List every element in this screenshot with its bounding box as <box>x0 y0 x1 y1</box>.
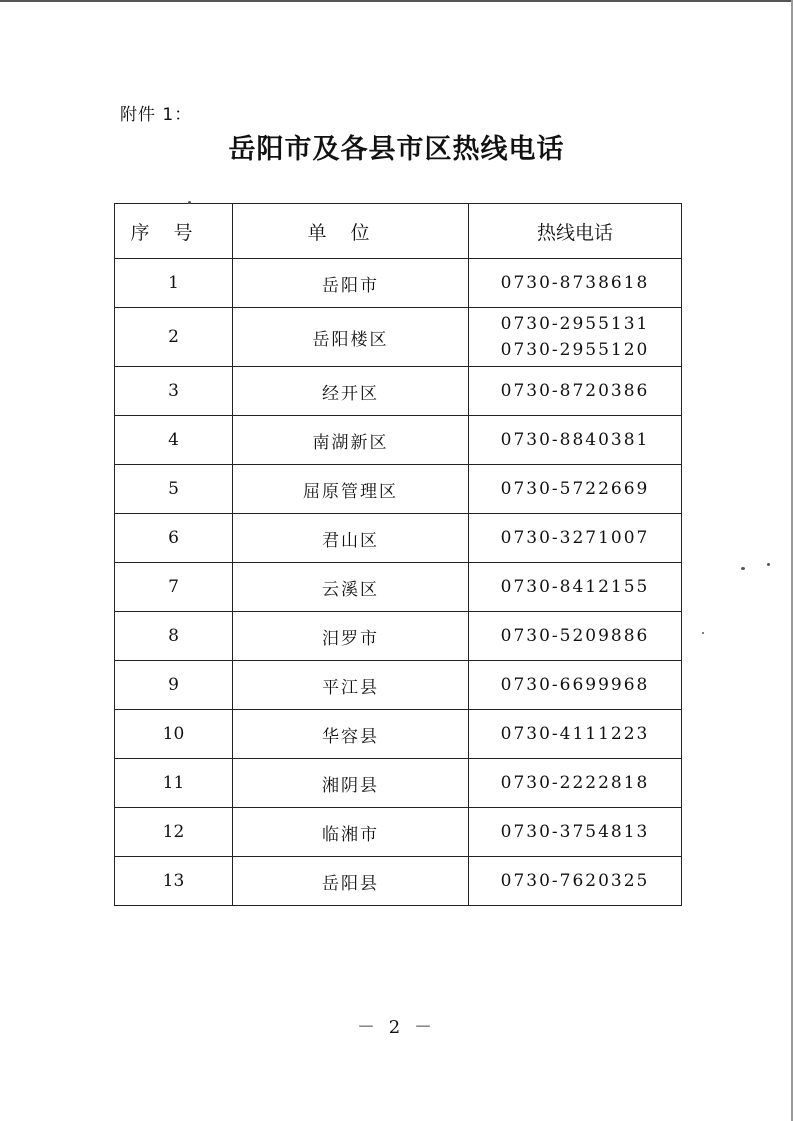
row-unit: 君山区 <box>233 514 469 563</box>
hotline-table <box>114 203 682 906</box>
row-unit: 湘阴县 <box>233 759 469 808</box>
table-row <box>115 308 682 367</box>
page-title: 岳阳市及各县市区热线电话 <box>228 134 565 165</box>
row-unit: 华容县 <box>233 710 469 759</box>
row-phone-cell <box>469 465 682 514</box>
row-seq: 2 <box>115 308 233 367</box>
table-row <box>115 514 682 563</box>
row-unit: 平江县 <box>233 661 469 710</box>
row-phone-cell <box>469 308 682 367</box>
scan-speck <box>767 563 770 566</box>
row-seq: 7 <box>115 563 233 612</box>
row-seq: 12 <box>115 808 233 857</box>
row-seq: 13 <box>115 857 233 906</box>
phone-number: 0730-2955131 <box>500 314 650 334</box>
phone-number: 0730-6699968 <box>500 675 650 695</box>
row-seq: 8 <box>115 612 233 661</box>
row-unit: 岳阳楼区 <box>233 308 469 367</box>
row-seq: 9 <box>115 661 233 710</box>
table-row <box>115 612 682 661</box>
table-body <box>115 259 682 906</box>
row-phone-cell <box>469 661 682 710</box>
page-number: － 2 － <box>357 1017 436 1038</box>
phone-number: 0730-2955120 <box>500 340 650 360</box>
table-row <box>115 416 682 465</box>
table-row <box>115 710 682 759</box>
phone-number: 0730-8840381 <box>500 430 650 450</box>
table-row <box>115 367 682 416</box>
phone-number: 0730-7620325 <box>500 871 650 891</box>
scan-speck <box>741 567 745 570</box>
scan-speck <box>188 201 191 204</box>
row-phone-cell <box>469 808 682 857</box>
table-row <box>115 259 682 308</box>
phone-number: 0730-8738618 <box>500 273 650 293</box>
scan-speck <box>702 632 704 634</box>
row-seq: 6 <box>115 514 233 563</box>
row-phone-cell <box>469 514 682 563</box>
row-unit: 岳阳市 <box>233 259 469 308</box>
attachment-label: 附件 1： <box>120 105 193 125</box>
row-phone-cell <box>469 710 682 759</box>
table-row <box>115 759 682 808</box>
row-seq: 5 <box>115 465 233 514</box>
phone-number: 0730-8720386 <box>500 381 650 401</box>
row-seq: 4 <box>115 416 233 465</box>
phone-number: 0730-2222818 <box>500 773 650 793</box>
phone-number: 0730-5209886 <box>500 626 650 646</box>
row-phone-cell <box>469 759 682 808</box>
header-phone: 热线电话 <box>469 204 682 259</box>
phone-number: 0730-8412155 <box>500 577 650 597</box>
header-seq: 序号 <box>115 204 233 259</box>
row-phone-cell <box>469 563 682 612</box>
row-phone-cell <box>469 857 682 906</box>
table-row <box>115 563 682 612</box>
table-header-row <box>115 204 682 259</box>
row-phone-cell <box>469 416 682 465</box>
table-row <box>115 857 682 906</box>
row-unit: 屈原管理区 <box>233 465 469 514</box>
phone-number: 0730-3754813 <box>500 822 650 842</box>
table-row <box>115 465 682 514</box>
row-unit: 岳阳县 <box>233 857 469 906</box>
row-unit: 经开区 <box>233 367 469 416</box>
row-unit: 云溪区 <box>233 563 469 612</box>
row-seq: 3 <box>115 367 233 416</box>
row-phone-cell <box>469 367 682 416</box>
phone-number: 0730-4111223 <box>500 724 650 744</box>
phone-number: 0730-5722669 <box>500 479 650 499</box>
row-unit: 临湘市 <box>233 808 469 857</box>
row-phone-cell <box>469 612 682 661</box>
row-unit: 南湖新区 <box>233 416 469 465</box>
table-row <box>115 808 682 857</box>
row-seq: 10 <box>115 710 233 759</box>
row-seq: 11 <box>115 759 233 808</box>
scan-edge-top <box>0 0 793 2</box>
row-phone-cell <box>469 259 682 308</box>
table-row <box>115 661 682 710</box>
row-seq: 1 <box>115 259 233 308</box>
row-unit: 汨罗市 <box>233 612 469 661</box>
header-unit: 单位 <box>233 204 469 259</box>
phone-number: 0730-3271007 <box>500 528 650 548</box>
